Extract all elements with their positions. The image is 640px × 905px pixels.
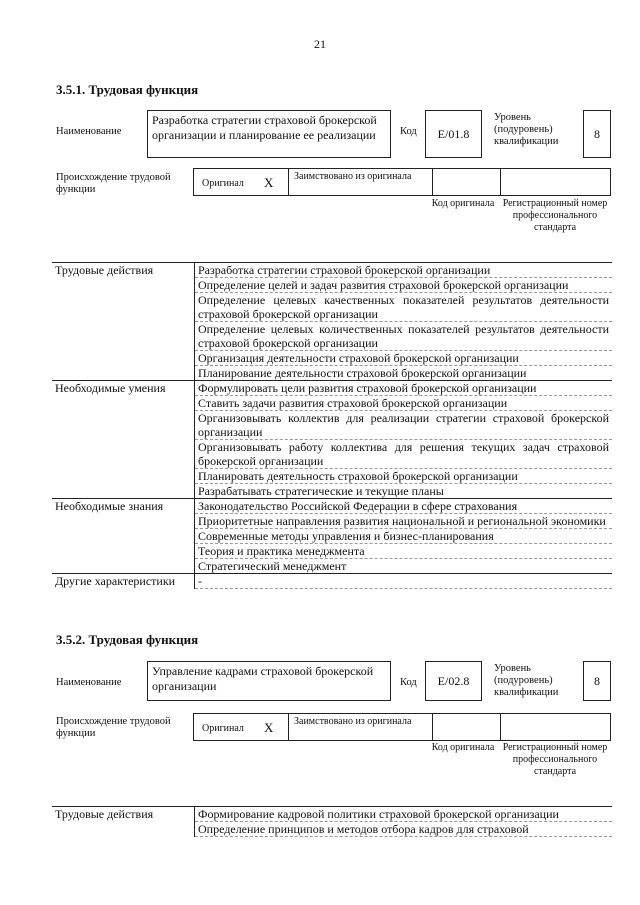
section-title: 3.5.1. Трудовая функция [56,82,199,97]
row-group-header: Другие характеристики [52,574,195,589]
row-group-header: Трудовые действия [52,807,195,837]
row-group-header: Трудовые действия [52,263,195,381]
function-name: Разработка стратегии страховой брокерской организации и планирование ее реализации [147,110,391,158]
borrowed-label: Заимствовано из оригинала [294,716,412,727]
function-details-table [52,806,612,837]
origin-label: Происхождение трудовой функции [56,172,171,195]
code-value: E/02.8 [425,661,482,701]
table-cell: Организовывать работу коллектива для решения текущих задач страховой брокерской организации [195,440,613,469]
origin-label: Происхождение трудовой функции [56,716,171,739]
table-cell: Стратегический менеджмент [195,559,613,574]
table-cell: Приоритетные направления развития национальной и региональной экономики [195,514,613,529]
table-row [52,263,612,278]
table-cell: Современные методы управления и бизнес-планирования [195,529,613,544]
code-original-label: Код оригинала [431,198,495,209]
section-title: 3.5.2. Трудовая функция [56,632,199,647]
page-number: 21 [314,37,326,51]
name-label: Наименование [56,677,122,688]
table-cell: Законодательство Российской Федерации в сфере страхования [195,499,613,514]
level-label: Уровень (подуровень) квалификации [494,112,559,147]
function-details-table [52,262,612,589]
borrowed-label: Заимствовано из оригинала [294,171,412,182]
origin-row [193,168,611,196]
table-row [52,499,612,514]
table-cell: Определение целевых качественных показателей результатов деятельности страховой брокерской организации [195,293,613,322]
table-cell: Формирование кадровой политики страховой брокерской организации [195,807,613,822]
code-value: E/01.8 [425,110,482,158]
name-label: Наименование [56,126,122,137]
table-row [52,807,612,822]
table-cell: Разработка стратегии страховой брокерской организации [195,263,613,278]
level-value: 8 [583,110,611,158]
table-cell: Теория и практика менеджмента [195,544,613,559]
table-cell: Разрабатывать стратегические и текущие планы [195,484,613,499]
reg-number-label: Регистрационный номер профессионального стандарта [502,742,608,777]
original-mark: X [264,175,274,190]
level-value: 8 [583,661,611,701]
table-cell: Определение принципов и методов отбора кадров для страховой [195,822,613,837]
original-label: Оригинал [202,178,244,189]
table-cell: Планировать деятельность страховой брокерской организации [195,469,613,484]
row-group-header: Необходимые умения [52,381,195,499]
table-cell: Формулировать цели развития страховой брокерской организации [195,381,613,396]
function-name: Управление кадрами страховой брокерской организации [147,661,391,701]
reg-number-label: Регистрационный номер профессионального стандарта [502,198,608,233]
table-row [52,574,612,589]
table-cell: Планирование деятельности страховой брокерской организации [195,366,613,381]
code-label: Код [400,126,417,137]
table-row [52,381,612,396]
table-cell: Ставить задачи развития страховой брокерской организации [195,396,613,411]
table-cell: Организовывать коллектив для реализации стратегии страховой брокерской организации [195,411,613,440]
table-cell: - [195,574,613,589]
original-mark: X [264,720,274,735]
table-cell: Определение целевых количественных показателей результатов деятельности страховой брокерской организации [195,322,613,351]
table-cell: Организация деятельности страховой брокерской организации [195,351,613,366]
origin-row [193,713,611,741]
original-label: Оригинал [202,723,244,734]
level-label: Уровень (подуровень) квалификации [494,663,559,698]
code-label: Код [400,677,417,688]
code-original-label: Код оригинала [431,742,495,753]
row-group-header: Необходимые знания [52,499,195,574]
table-cell: Определение целей и задач развития страховой брокерской организации [195,278,613,293]
